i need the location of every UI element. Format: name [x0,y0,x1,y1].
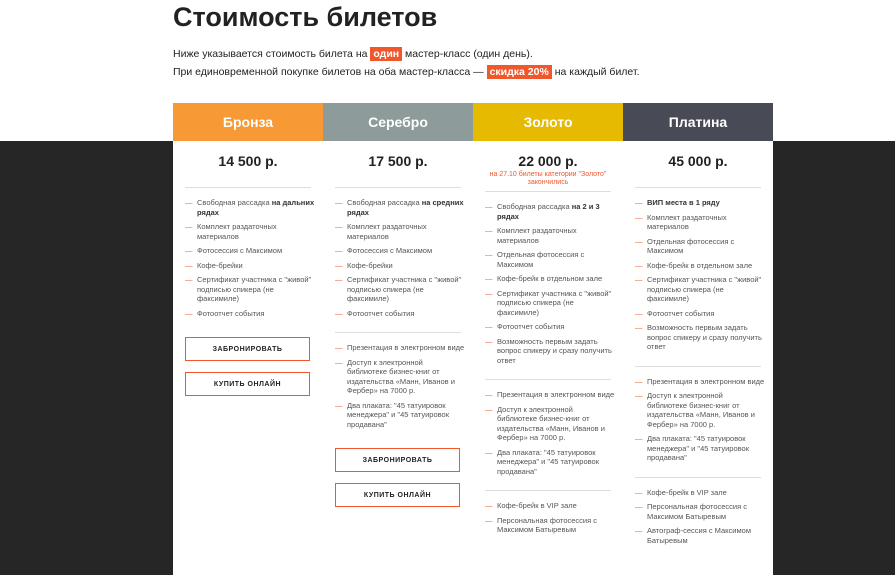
feature-list [623,377,773,463]
feature-list [473,501,623,535]
intro-line-1 [173,45,640,63]
highlight-discount: скидка 20% [487,65,552,79]
feature-item: — Фотосессия с Максимом [335,246,465,256]
plan-price: 14 500 р. [218,153,278,169]
plan-name: Золото [473,103,623,141]
feature-item: — Свободная рассадка на дальних рядах [185,198,315,217]
feature-item: — Доступ к электронной библиотеке бизнес-книг от издательства «Манн, Иванов и Фербер» на 7000 р. [635,391,765,429]
feature-item: — Возможность первым задать вопрос спикеру и сразу получить ответ [485,337,615,366]
feature-item: — Фотоотчет события [485,322,615,332]
intro-line-1-pre: Ниже указывается стоимость билета на [173,48,371,60]
feature-item: — Фотосессия с Максимом [185,246,315,256]
plan-price: 45 000 р. [668,153,728,169]
feature-list [323,343,473,429]
feature-item: — Свободная рассадка на 2 и 3 рядах [485,202,615,221]
feature-item: — Презентация в электронном виде [635,377,765,387]
highlight-one: один [370,47,402,61]
plan-price: 22 000 р. [518,153,578,169]
book-button[interactable]: ЗАБРОНИРОВАТЬ [335,448,460,472]
book-button[interactable]: ЗАБРОНИРОВАТЬ [185,337,310,361]
feature-list [473,202,623,365]
feature-item: — Два плаката: "45 татуировок менеджера" и "45 татуировок продавана" [335,401,465,430]
feature-item: — Возможность первым задать вопрос спикеру и сразу получить ответ [635,323,765,352]
feature-item: — Кофе-брейк в отдельном зале [635,261,765,271]
feature-item: — Презентация в электронном виде [485,390,615,400]
plan-column-bronze [173,103,323,575]
feature-item: — Комплект раздаточных материалов [185,222,315,241]
feature-item: — Сертификат участника с "живой" подписью спикера (не факсимиле) [335,275,465,304]
feature-item: — Два плаката: "45 татуировок менеджера" и "45 татуировок продавана" [635,434,765,463]
plan-name: Бронза [173,103,323,141]
feature-item: — Доступ к электронной библиотеке бизнес-книг от издательства «Манн, Иванов и Фербер» на 7000 р. [485,405,615,443]
feature-item: — Фотоотчет события [185,309,315,319]
feature-item: — Кофе-брейк в VIP зале [485,501,615,511]
feature-item: — Фотоотчет события [635,309,765,319]
plan-name: Платина [623,103,773,141]
feature-item: — Кофе-брейк в отдельном зале [485,274,615,284]
intro-line-2-pre: При единовременной покупке билетов на оба мастер-класса — [173,66,487,78]
feature-item: — Кофе-брейк в VIP зале [635,488,765,498]
intro-text [173,45,640,81]
feature-item: — Сертификат участника с "живой" подписью спикера (не факсимиле) [485,289,615,318]
feature-item: — Персональная фотосессия с Максимом Батыревым [635,502,765,521]
pricing-plans [173,103,773,575]
buy-online-button[interactable]: КУПИТЬ ОНЛАЙН [185,372,310,396]
feature-item: — Фотоотчет события [335,309,465,319]
intro-line-1-post: мастер-класс (один день). [402,48,533,60]
page-title: Стоимость билетов [173,2,438,32]
feature-item: — Комплект раздаточных материалов [485,226,615,245]
plan-note: на 27.10 билеты категории "Золото" закончились [489,171,607,186]
feature-list [473,390,623,476]
plan-price: 17 500 р. [368,153,428,169]
feature-list [623,488,773,546]
feature-item: — Кофе-брейки [185,261,315,271]
feature-item: — Два плаката: "45 татуировок менеджера" и "45 татуировок продавана" [485,448,615,477]
plan-column-gold [473,103,623,575]
feature-item: — Отдельная фотосессия с Максимом [485,250,615,269]
plan-column-platinum [623,103,773,575]
buy-online-button[interactable]: КУПИТЬ ОНЛАЙН [335,483,460,507]
feature-item: — Персональная фотосессия с Максимом Батыревым [485,516,615,535]
plan-column-silver [323,103,473,575]
feature-item: — Свободная рассадка на средних рядах [335,198,465,217]
feature-item: — ВИП места в 1 ряду [635,198,765,208]
feature-item: — Доступ к электронной библиотеке бизнес-книг от издательства «Манн, Иванов и Фербер» на 7000 р. [335,358,465,396]
feature-item: — Кофе-брейки [335,261,465,271]
intro-line-2 [173,63,640,81]
plan-name: Серебро [323,103,473,141]
feature-list [323,198,473,318]
intro-line-2-post: на каждый билет. [551,66,640,78]
feature-list [623,198,773,352]
feature-item: — Отдельная фотосессия с Максимом [635,237,765,256]
feature-item: — Презентация в электронном виде [335,343,465,353]
feature-item: — Комплект раздаточных материалов [335,222,465,241]
feature-item: — Сертификат участника с "живой" подписью спикера (не факсимиле) [635,275,765,304]
feature-list [173,198,323,318]
feature-item: — Автограф-сессия с Максимом Батыревым [635,526,765,545]
feature-item: — Сертификат участника с "живой" подписью спикера (не факсимиле) [185,275,315,304]
feature-item: — Комплект раздаточных материалов [635,213,765,232]
